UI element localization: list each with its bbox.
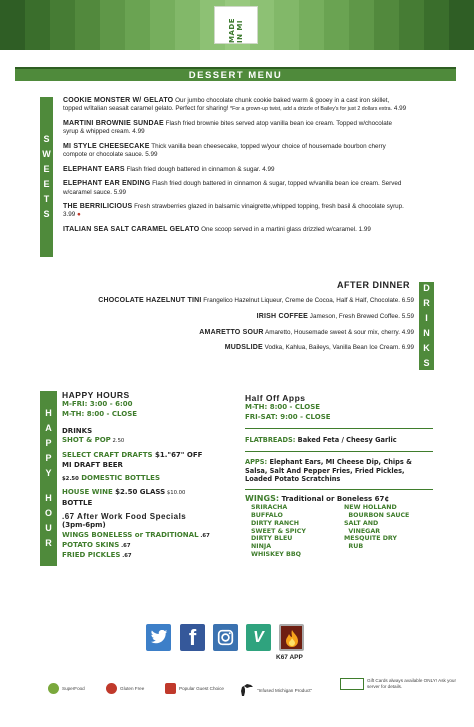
header-stripe [50,0,75,50]
dessert-description: Fresh strawberries glazed in balsamic vinaigrette,whipped topping, fresh basil & chocolate syrup. [132,203,404,211]
tab-letter: P [45,453,52,463]
michigan-icon [238,683,254,697]
wings-label: WINGS: [245,493,280,503]
footer-superfood: SuperFood [48,683,85,694]
drinks-label: DRINKS [62,426,93,435]
wings-rest: Traditional or Boneless 67¢ [279,494,390,503]
dessert-description: Flash fried dough battered in cinnamon & sugar. [124,165,261,173]
dessert-name: MARTINI BROWNIE SUNDAE [63,119,164,127]
wing-flavor: NEW HOLLAND [344,504,397,512]
header-stripe [324,0,349,50]
wing-flavor: SRIRACHA [251,504,288,512]
dessert-description: Flash fried dough battered in cinnamon & sugar, topped w/vanilla bean ice cream. Served w/caramel sauce. [63,180,402,196]
wing-flavor: SALT AND [344,519,379,527]
drinks-tab [419,282,434,370]
tab-letter: S [43,209,50,219]
wings-flavors [245,504,433,559]
wing-flavor: MESQUITE DRY [344,535,397,543]
k67-app-label: K67 APP [276,654,303,661]
drink-name: AMARETTO SOUR [199,328,264,336]
header-stripe [75,0,100,50]
dessert-item [63,180,409,197]
house-wine-bottle: $10.00 [165,490,186,497]
drafts-off: $1."67" OFF [152,451,203,460]
drink-name: CHOCOLATE HAZELNUT TINI [98,297,202,304]
tab-letter: A [45,423,52,433]
drink-price: 5.59 [399,312,414,320]
dessert-description: Our jumbo chocolate chunk cookie baked warm & gooey in a cast iron skillet, topped w/Italian seasalt caramel gelato. Perfect for sharing! [63,97,390,113]
header-stripe [0,0,25,50]
drink-description: Vodka, Kahlua, Baileys, Vanilla Bean Ice Cream. [262,344,400,352]
happy-time-1: M-FRI: 3:00 - 6:00 [62,400,133,409]
tab-letter: N [423,328,430,338]
footer-michigan: "Infused Michigan Product" [238,683,312,697]
after-dinner-heading: AFTER DINNER [337,280,410,290]
dessert-note: *For a grown-up twist, add a drizzle of Bailey's for just 2 dollars extra. [228,106,393,113]
shot-label: SHOT & POP [62,436,111,445]
wing-flavor [344,551,433,559]
wing-flavor: WHISKEY BBQ [251,551,301,559]
food-specials-hours: (3pm-6pm) [62,521,106,530]
domestic-label: DOMESTIC BOTTLES [78,474,160,483]
restaurant-logo: MADE IN MI [214,6,258,44]
tab-letter: E [43,179,50,189]
footer-popular: Popular Guest Choice [165,683,224,694]
drink-item [63,297,414,305]
food-special-label: FRIED PICKLES [62,551,121,560]
drink-item [63,344,414,352]
food-special-item [62,541,240,551]
footer-gluten-free: Gluten Free [106,683,144,694]
bottle-label: BOTTLE [62,498,93,507]
drink-price: 4.99 [399,328,414,336]
tab-letter: D [423,283,430,293]
instagram-icon[interactable] [213,624,238,651]
house-wine-label: HOUSE WINE [62,488,113,497]
dessert-name: ITALIAN SEA SALT CARAMEL GELATO [63,226,200,234]
half-off-time-1: M-TH: 8:00 - CLOSE [245,403,321,412]
wing-flavor: SWEET & SPICY [251,527,306,535]
twitter-icon[interactable] [146,624,171,651]
half-off-time-2: FRI-SAT: 9:00 - CLOSE [245,412,331,421]
gluten-free-icon [106,683,117,694]
header-stripe [399,0,424,50]
tab-letter: S [43,134,50,144]
food-special-label: POTATO SKINS [62,540,120,549]
tab-letter: H [45,493,52,503]
food-special-price: .67 [120,553,132,560]
tab-letter: O [44,508,52,518]
dessert-item [63,166,409,174]
dessert-price: 4.99 [260,165,275,173]
house-wine-glass: $2.50 GLASS [112,488,166,497]
vine-icon[interactable]: V [246,624,271,651]
gift-card-icon [340,678,364,690]
dessert-name: MI STYLE CHEESECAKE [63,142,150,150]
menu-title: DESSERT MENU [15,67,456,81]
footer-gift-cards: Gift Cards always available ONLY! Ask your server for details. [340,678,460,690]
tab-letter: W [42,149,51,159]
drinks-section [63,297,414,360]
half-off-title: Half Off Apps [245,393,306,403]
tab-letter: T [43,194,50,204]
dessert-description: One scoop served in a martini glass drizzled w/caramel. [199,226,357,234]
tab-letter: P [45,438,52,448]
dessert-price: 5.99 [112,188,127,196]
k67-app-icon[interactable] [279,624,304,651]
happy-time-2: M-TH: 8:00 - CLOSE [62,409,138,418]
dessert-item [63,226,409,234]
dessert-price: 5.99 [143,151,158,159]
tab-letter: S [423,358,430,368]
drink-name: IRISH COFFEE [256,312,309,320]
tab-letter: I [425,313,428,323]
wing-flavor: DIRTY BLEU [251,535,293,543]
drink-description: Jameson, Fresh Brewed Coffee. [308,312,400,320]
drink-item [63,313,414,321]
drafts-label: SELECT CRAFT DRAFTS [62,451,153,460]
sweets-tab [40,97,53,257]
popular-icon [165,683,176,694]
dessert-name: THE BERRILICIOUS [63,203,133,211]
tab-letter: E [43,164,50,174]
dessert-item [63,120,409,137]
tab-letter: H [45,408,52,418]
food-special-item [62,531,240,541]
header-stripe [25,0,50,50]
tab-letter: U [45,523,52,533]
dessert-item [63,203,409,220]
tab-letter: R [423,298,430,308]
dessert-description: Thick vanilla bean cheesecake, topped w/your choice of housemade bourbon cherry compote or chocolate sauce. [63,142,386,159]
tab-letter: K [423,343,430,353]
header-stripe [150,0,175,50]
dessert-item [63,97,409,114]
food-specials-title: .67 After Work Food Specials [62,511,187,521]
dessert-description: Flash fried brownie bites served atop vanilla bean ice cream. Topped w/chocolate syrup & whipped cream. [63,119,392,136]
wing-flavor: VINEGAR [344,527,381,535]
dessert-price: 4.99 [130,128,145,136]
header-stripe [349,0,374,50]
dessert-name: ELEPHANT EARS [63,165,125,173]
dessert-name: ELEPHANT EAR ENDING [63,180,151,188]
header-stripe [175,0,200,50]
wing-flavor: BUFFALO [251,512,283,520]
drink-name: MUDSLIDE [224,344,263,352]
domestic-price: $2.50 [62,476,79,483]
popular-choice-icon: ● [77,211,81,219]
flatbreads-label: FLATBREADS: [245,435,296,444]
header-stripe [100,0,125,50]
header-stripe [374,0,399,50]
shot-price: 2.50 [110,438,125,445]
happy-hours-title: HAPPY HOURS [62,390,130,400]
facebook-icon[interactable]: f [180,624,205,651]
food-special-label: WINGS BONELESS or TRADITIONAL [62,530,199,539]
header-stripe [299,0,324,50]
drink-price: 6.59 [399,297,414,304]
drink-description: Frangelico Hazelnut Liqueur, Creme de Cocoa, Half & Half, Chocolate. [201,297,400,304]
tab-letter: R [45,538,52,548]
tab-letter: Y [45,468,52,478]
header-stripe [449,0,474,50]
wing-flavor: RUB [344,543,364,551]
wing-flavor: BOURBON SAUCE [344,512,410,520]
dessert-item [63,143,409,160]
dessert-price: 3.99 [63,211,76,219]
apps-label: APPS: [245,458,268,467]
wing-flavor: DIRTY RANCH [251,519,300,527]
food-special-price: .67 [119,542,131,549]
wing-flavor: NINJA [251,543,272,551]
drink-description: Amaretto, Housemade sweet & sour mix, cherry. [263,328,400,336]
half-off-section [245,394,433,559]
header-stripe [125,0,150,50]
mi-draft: MI DRAFT BEER [62,460,123,469]
superfood-icon [48,683,59,694]
happy-hour-section [62,391,240,561]
sweets-section [63,97,409,241]
food-special-price: .67 [198,532,210,539]
apps-text: Elephant Ears, MI Cheese Dip, Chips & Salsa, Salt And Pepper Fries, Fried Pickles, Loaded Potato Scratchins [245,458,412,484]
dessert-name: COOKIE MONSTER W/ GELATO [63,97,174,104]
food-special-item [62,551,240,561]
dessert-price: 4.99 [392,105,407,113]
header-stripe [274,0,299,50]
happy-hour-tab [40,391,57,566]
header-stripe [424,0,449,50]
drink-price: 6.99 [399,344,414,352]
drink-item [63,329,414,337]
dessert-price: 1.99 [356,226,371,234]
flatbreads-text: Baked Feta / Cheesy Garlic [295,435,397,444]
